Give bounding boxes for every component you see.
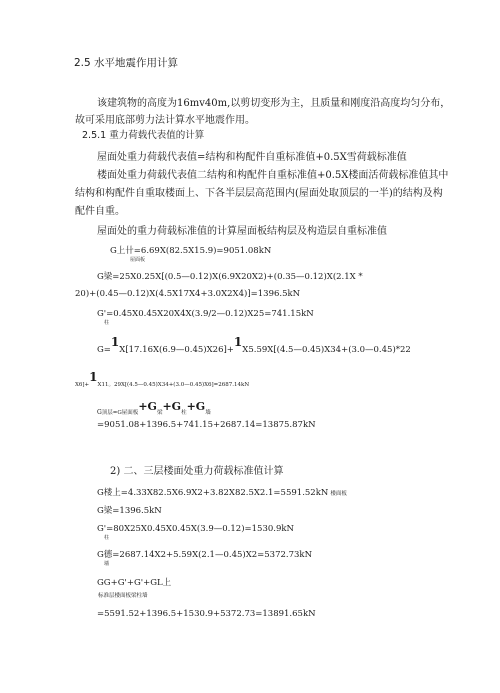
intro-line-1: 该建筑物的高度为16mv40m,以剪切变形为主，且质量和刚度沿高度均匀分布， xyxy=(97,98,451,109)
equation-column-sub: 柱 xyxy=(104,320,110,326)
equation-standard-floor-sub: 标准层楼面板梁柱墙 xyxy=(98,593,148,599)
floor-heading: 2) 二、三层楼面处重力荷载标准值计算 xyxy=(110,466,284,477)
equation-wall-fraction-2: 1 xyxy=(233,335,243,349)
equation-wall-line-2-start: X6]+ xyxy=(75,382,90,388)
equation-top-floor-plus-1: +G xyxy=(138,400,157,413)
equation-wall-line-1 xyxy=(97,335,411,355)
equation-floor-slab xyxy=(97,489,347,498)
equation-top-floor-sub-1: 顶层=G屋面板 xyxy=(101,410,139,416)
equation-standard-floor-result: =5591.52+1396.5+1530.9+5372.73=13891.65kN xyxy=(97,609,316,619)
intro-line-2: 故可采用底部剪力法计算水平地震作用。 xyxy=(75,115,255,126)
equation-top-floor-sub-3: 柱 xyxy=(181,410,187,416)
equation-beam-line-2: 20)+(0.45—0.12)X(4.5X17X4+3.0X2X4)]=1396.5kN xyxy=(75,289,301,299)
equation-floor-beam: G梁=1396.5kN xyxy=(97,506,162,516)
paragraph-floor-load-2: 结构和构配件自重取楼面上、下各半层层高范围内(屋面处取顶层的一半)的结构及构 xyxy=(75,188,443,199)
equation-top-floor-sub-2: 梁 xyxy=(156,410,163,416)
equation-wall-fraction-3: 1 xyxy=(89,370,98,384)
equation-beam-line-1: G梁=25X0.25X[(0.5—0.12)X(6.9X20X2)+(0.35—0.12)X(2.1X * xyxy=(97,272,363,282)
equation-top-floor-sub-4: 墙 xyxy=(205,410,211,416)
subsection-heading: 2.5.1 重力荷载代表值的计算 xyxy=(82,130,205,141)
equation-wall-prefix: G= xyxy=(97,345,111,355)
equation-top-floor-plus-2: +G xyxy=(162,400,182,413)
equation-floor-slab-sub: 楼面板 xyxy=(330,491,347,497)
equation-floor-column-sub: 柱 xyxy=(104,535,110,541)
equation-roof-slab-sub: 屋面板 xyxy=(130,257,146,263)
equation-wall-line-2-rest: X11。29X[(4.5—0.45)X34+(3.0—0.45)X6]=2687.14kN xyxy=(97,382,250,388)
equation-top-floor-plus-3: +G xyxy=(186,400,206,413)
paragraph-floor-load-3: 配件自重。 xyxy=(75,206,125,217)
equation-top-floor-result: =9051.08+1396.5+741.15+2687.14=13875.87kN xyxy=(97,420,316,430)
section-heading: 2.5 水平地震作用计算 xyxy=(74,57,179,69)
equation-roof-slab: G上卄=6.69X(82.5X15.9)=9051.08kN xyxy=(110,246,272,256)
equation-top-floor-sum xyxy=(97,400,211,417)
equation-top-floor-g: G xyxy=(97,409,102,416)
paragraph-roof-standard: 屋面处的重力荷载标准值的计算屋面板结构层及构造层自重标准值 xyxy=(97,226,387,237)
equation-wall-fraction-1: 1 xyxy=(110,335,120,349)
equation-wall-tail: X5.59X[(4.5—0.45)X34+(3.0—0.45)*22 xyxy=(242,345,411,355)
equation-standard-floor-sum: GG+G'+G'+GL上 xyxy=(97,578,172,588)
paragraph-roof-load: 屋面处重力荷载代表值=结构和构配件自重标准值+0.5X雪荷载标准值 xyxy=(97,152,407,163)
equation-floor-wall-sub: 墙 xyxy=(104,561,110,567)
equation-column: G'=0.45X0.45X20X4X(3.9/2—0.12)X25=741.15kN xyxy=(97,309,314,319)
equation-wall-line-2 xyxy=(75,370,250,389)
equation-floor-slab-main: G楼上=4.33X82.5X6.9X2+3.82X82.5X2.1=5591.52kN xyxy=(97,488,329,498)
equation-floor-wall: G德=2687.14X2+5.59X(2.1—0.45)X2=5372.73kN xyxy=(97,550,313,560)
equation-wall-mid: X[17.16X(6.9—0.45)X26]+ xyxy=(119,345,234,355)
equation-floor-column: G'=80X25X0.45X0.45X(3.9—0.12)=1530.9kN xyxy=(97,524,294,534)
paragraph-floor-load-1: 楼面处重力荷载代表值二结构和构配件自重标准值+0.5X楼面活荷载标准值其中 xyxy=(97,170,449,181)
